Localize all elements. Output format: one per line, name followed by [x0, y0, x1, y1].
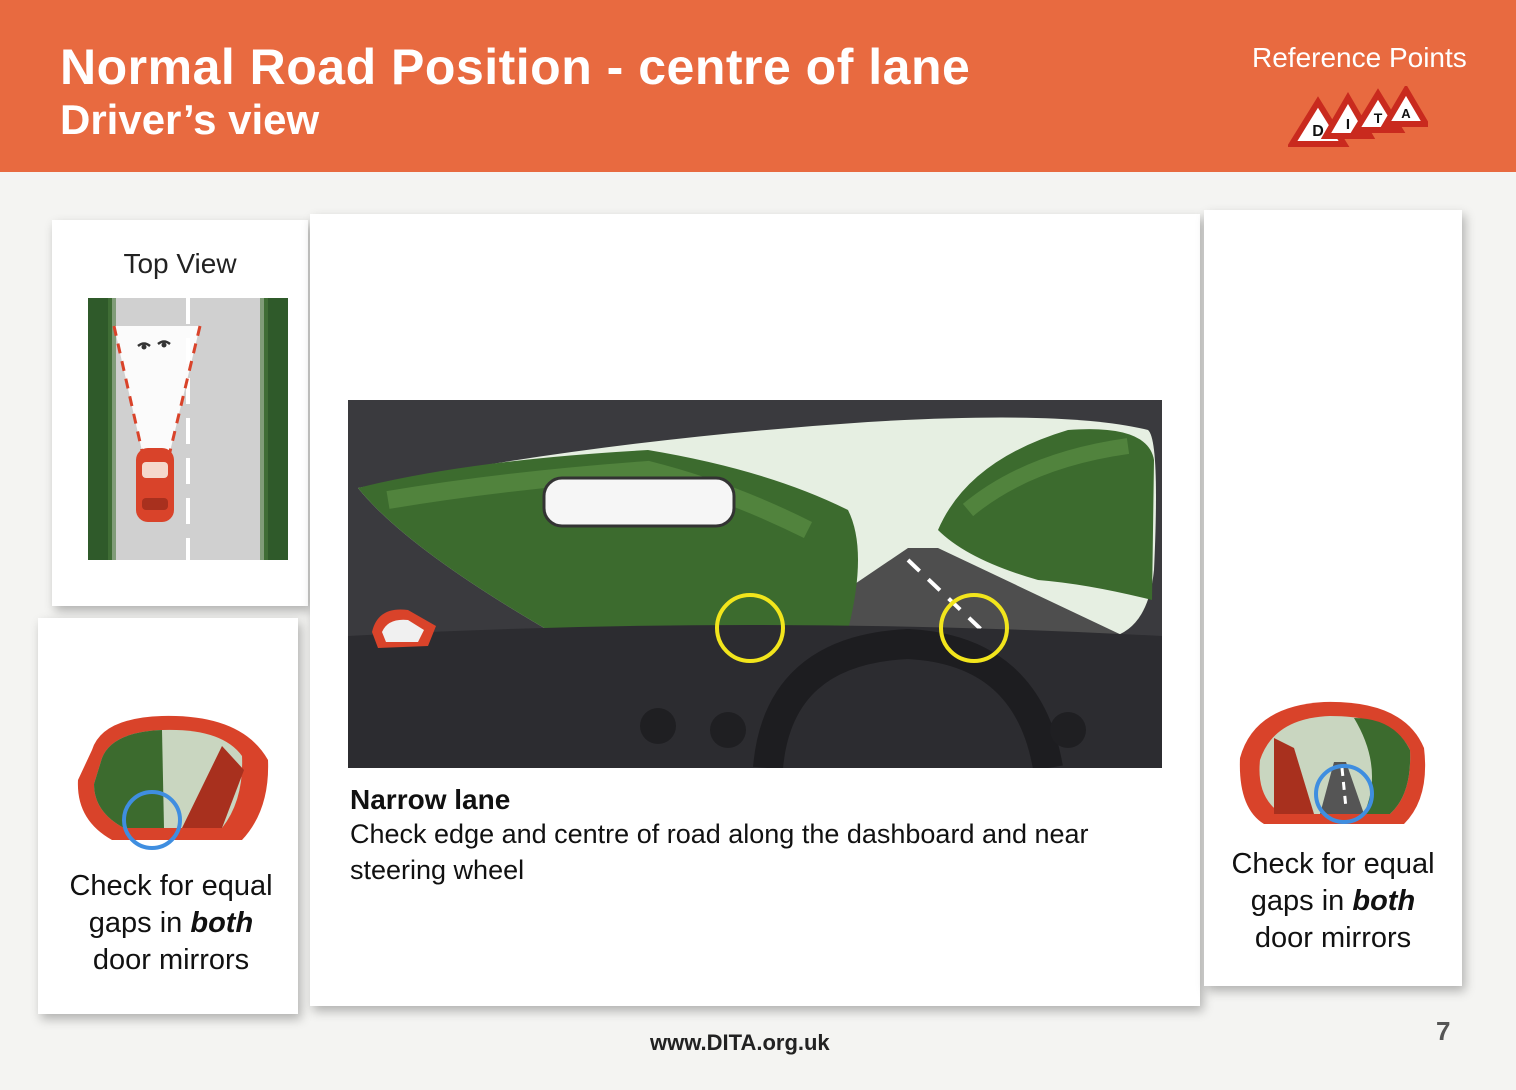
right-mirror-caption-line3: door mirrors	[1254, 922, 1412, 954]
right-mirror-card	[1204, 210, 1462, 986]
page-number: 7	[1436, 1016, 1451, 1046]
page-title: Normal Road Position - centre of lane	[60, 39, 971, 95]
svg-text:D: D	[1312, 123, 1324, 140]
left-mirror-caption	[46, 868, 296, 979]
left-mirror-caption-emphasis: both	[190, 907, 254, 939]
scene-heading: Narrow lane	[350, 784, 511, 815]
right-mirror-caption	[1208, 846, 1458, 957]
svg-text:A: A	[1401, 106, 1411, 121]
right-mirror-illustration	[1234, 698, 1430, 834]
top-view-diagram	[88, 298, 288, 560]
right-mirror-caption-line2	[1208, 883, 1458, 920]
dita-logo	[1288, 86, 1428, 148]
left-mirror-caption-line2	[46, 905, 296, 942]
header-banner	[0, 0, 1516, 172]
car-icon	[136, 448, 174, 522]
left-mirror-card	[38, 618, 298, 1014]
logo-triangle-a	[1386, 90, 1426, 124]
top-view-label: Top View	[123, 248, 237, 279]
driver-view-illustration	[348, 400, 1162, 768]
left-mirror-illustration	[72, 710, 272, 850]
main-view-card	[310, 214, 1200, 1006]
svg-text:I: I	[1345, 116, 1351, 133]
right-mirror-caption-emphasis: both	[1352, 885, 1416, 917]
scene-description: Check edge and centre of road along the dashboard and near steering wheel	[350, 819, 1089, 885]
left-mirror-caption-line3: door mirrors	[92, 944, 250, 976]
svg-text:T: T	[1373, 110, 1383, 126]
page-subtitle: Driver’s view	[60, 96, 320, 143]
left-mirror-caption-prefix: gaps in	[88, 907, 191, 939]
right-mirror-caption-prefix: gaps in	[1250, 885, 1353, 917]
brand-text: Reference Points	[1252, 42, 1467, 73]
left-mirror-caption-line1: Check for equal	[69, 870, 273, 902]
rear-view-mirror	[544, 478, 734, 526]
footer-website: www.DITA.org.uk	[650, 1030, 830, 1055]
right-mirror-caption-line1: Check for equal	[1231, 848, 1435, 880]
top-view-card	[52, 220, 308, 606]
